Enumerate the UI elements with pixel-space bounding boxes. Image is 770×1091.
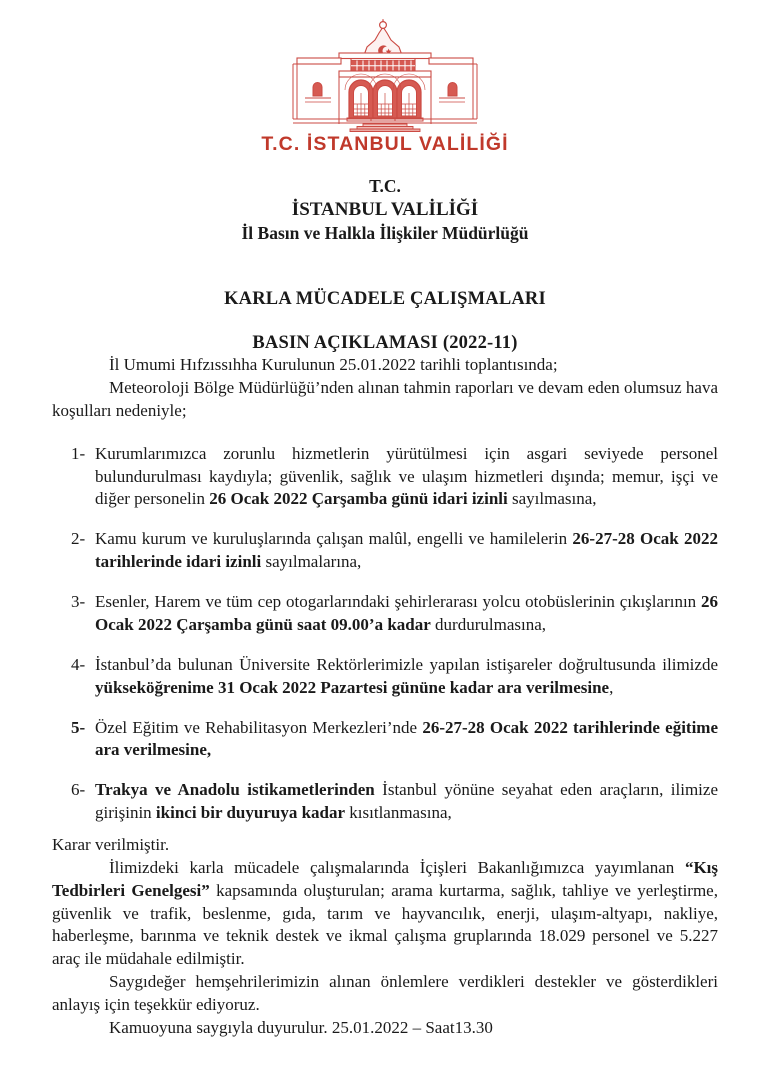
decision-item-5 <box>52 717 718 763</box>
document-header <box>0 175 770 245</box>
decision-marker-1: 1- <box>71 443 86 463</box>
header-line-department: İl Basın ve Halkla İlişkiler Müdürlüğü <box>241 223 529 244</box>
body-text-0: Esenler, Harem ve tüm cep otogarlarındaki şehirlerarası yolcu otobüslerinin çıkışlarının <box>95 592 701 612</box>
emphasis-text-1: 26-27-28 Ocak 2022 tarihlerinde idari izinli <box>95 529 718 572</box>
decisions-list <box>52 443 718 825</box>
emphasis-text-1: 26 Ocak 2022 Çarşamba günü saat 09.00’a kadar <box>95 592 718 634</box>
body-text-3: kısıtlanmasına, <box>345 803 452 823</box>
decision-text-6 <box>95 780 718 822</box>
istanbul-governorship-building-logo-icon <box>279 14 491 132</box>
emphasis-text-1: “Kış Tedbirleri Genelgesi” <box>52 857 718 900</box>
body-text-2: , <box>609 677 614 697</box>
body-text-0: İlimizdeki karla mücadele çalışmalarında İçişleri Bakanlığımızca yayımlanan <box>109 857 685 877</box>
body-text-2: kapsamında oluşturulan; arama kurtarma, sağlık, tahliye ve yerleştirme, güvenlik ve trafik, beslenme, gıda, tarım ve hayvancılık, enerji, ulaşım-altyapı, nakliye, haberleşme, barınma ve teknik destek ve ikmal çalışma gruplarında 18.029 personel ve 5.227 araç ile müdahale edilmiştir. <box>52 880 718 969</box>
thanks-paragraph: Saygıdeğer hemşehrilerimizin alınan önlemlere verdikleri destekler ve gösterdikleri anlayış için teşekkür ediyoruz. <box>52 972 718 1014</box>
decision-text-2 <box>95 529 718 571</box>
summary-paragraph <box>52 857 718 971</box>
body-text-0: Özel Eğitim ve Rehabilitasyon Merkezleri’nde <box>95 717 423 737</box>
emphasis-text-1: yükseköğrenime 31 Ocak 2022 Pazartesi gününe kadar ara verilmesine <box>95 677 610 697</box>
page-subtitle: BASIN AÇIKLAMASI (2022-11) <box>252 333 518 354</box>
body-text-0: Kurumlarımızca zorunlu hizmetlerin yürütülmesi için asgari seviyede personel bulundurulması kaydıyla; güvenlik, sağlık ve ulaşım hizmetleri dışında; memur, işçi ve diğer personelin <box>95 443 718 509</box>
body-text-1: İstanbul yönüne seyahat eden araçların, ilimize girişinin <box>95 780 718 823</box>
intro-line-2: Meteoroloji Bölge Müdürlüğü’nden alınan tahmin raporları ve devam eden olumsuz hava koşulları nedeniyle; <box>52 378 718 420</box>
header-line-tc: T.C. <box>369 176 401 196</box>
decision-item-1 <box>52 443 718 512</box>
logo-wordmark-text: T.C. İSTANBUL VALİLİĞİ <box>261 133 509 155</box>
decision-marker-2: 2- <box>71 529 86 549</box>
decision-item-4 <box>52 654 718 700</box>
emphasis-text-1: 26-27-28 Ocak 2022 tarihlerinde eğitime ara verilmesine, <box>95 717 719 760</box>
body-text-0: Kamu kurum ve kuruluşlarında çalışan malûl, engelli ve hamilelerin <box>95 529 573 549</box>
governorship-logo-block <box>0 0 770 156</box>
body-text-2: sayılmasına, <box>507 489 597 509</box>
page-title-group <box>0 289 770 354</box>
emphasis-text-1: 26 Ocak 2022 Çarşamba günü idari izinli <box>209 489 508 509</box>
body-text-2: durdurulmasına, <box>430 614 546 634</box>
document-body <box>52 354 718 1039</box>
body-text-2: sayılmalarına, <box>261 552 362 572</box>
intro-paragraph <box>52 354 718 423</box>
decision-marker-5: 5- <box>71 717 86 737</box>
emphasis-text-0: Trakya ve Anadolu istikametlerinden <box>95 780 375 800</box>
decision-item-3 <box>52 591 718 637</box>
intro-line-1: İl Umumi Hıfzıssıhha Kurulunun 25.01.2022 tarihli toplantısında; <box>109 355 558 375</box>
decision-text-3 <box>95 592 718 634</box>
public-notice-line: Kamuoyuna saygıyla duyurulur. 25.01.2022 – Saat13.30 <box>109 1017 493 1037</box>
decision-text-1 <box>95 444 718 509</box>
decision-text-5 <box>95 718 718 760</box>
decision-text-4 <box>95 655 718 697</box>
header-line-governorship: İSTANBUL VALİLİĞİ <box>291 198 479 220</box>
decision-marker-6: 6- <box>71 780 86 800</box>
decision-marker-3: 3- <box>71 592 86 612</box>
decision-marker-4: 4- <box>71 654 86 674</box>
decision-closing-line: Karar verilmiştir. <box>52 834 170 854</box>
decision-item-6 <box>52 779 718 825</box>
page-title: KARLA MÜCADELE ÇALIŞMALARI <box>224 289 546 310</box>
decision-item-2 <box>52 528 718 574</box>
emphasis-text-2: ikinci bir duyuruya kadar <box>155 803 346 823</box>
body-text-0: İstanbul’da bulunan Üniversite Rektörlerimizle yapılan istişareler doğrultusunda ilimizde <box>95 654 718 674</box>
